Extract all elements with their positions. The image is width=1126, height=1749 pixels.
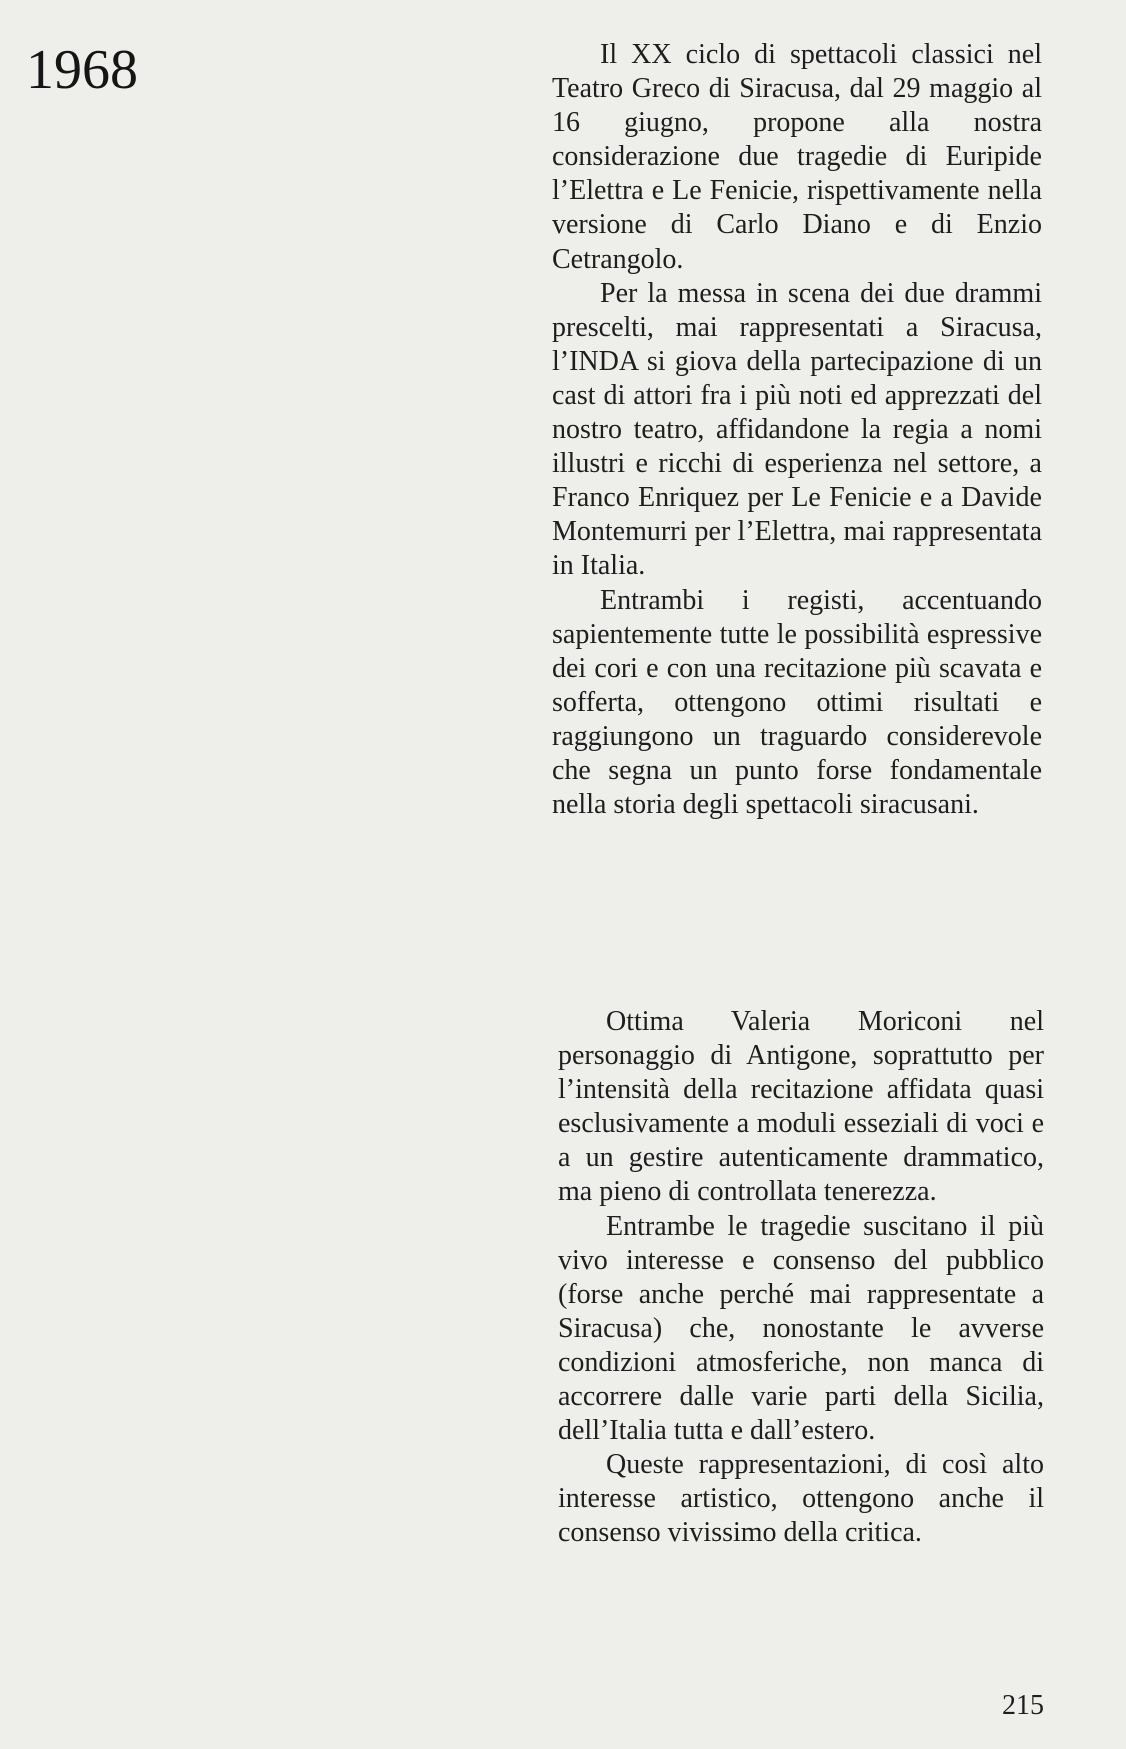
paragraph: Entrambi i registi, accentuando sapientemente tutte le possibilità espressive dei cori e con una recitazione più scavata e sofferta, ottengono ottimi risultati e raggiungono un traguardo considerevole che segna un punto forse fondamentale nella storia degli spettacoli siracusani. (552, 584, 1042, 821)
paragraph: Entrambe le tragedie suscitano il più vivo interesse e consenso del pubblico (forse anche perché mai rappresentate a Siracusa) che, nonostante le avverse condizioni atmosferiche, non manca di accorrere dalle varie parti della Sicilia, dell’Italia tutta e dall’estero. (558, 1210, 1044, 1447)
paragraph: Ottima Valeria Moriconi nel personaggio di Antigone, soprattutto per l’intensità della recitazione affidata quasi esclusivamente a moduli esseziali di voci e a un gestire autenticamente drammatico, ma pieno di controllata tenerezza. (558, 1006, 1044, 1208)
year-heading: 1968 (26, 39, 138, 101)
text-column-upper (552, 38, 1042, 822)
text-column-lower (558, 1005, 1044, 1551)
paragraph: Il XX ciclo di spettacoli classici nel Teatro Greco di Siracusa, dal 29 maggio al 16 giugno, propone alla nostra considerazione due tragedie di Euripide l’Elettra e Le Fenicie, rispettivamente nella versione di Carlo Diano e di Enzio Cetrangolo. (552, 39, 1042, 275)
page-number: 215 (1002, 1690, 1044, 1721)
paragraph: Per la messa in scena dei due drammi prescelti, mai rappresentati a Siracusa, l’INDA si giova della partecipazione di un cast di attori fra i più noti ed apprezzati del nostro teatro, affidandone la regia a nomi illustri e ricchi di esperienza nel settore, a Franco Enriquez per Le Fenicie e a Davide Montemurri per l’Elettra, mai rappresentata in Italia. (552, 277, 1042, 582)
paragraph: Queste rappresentazioni, di così alto interesse artistico, ottengono anche il consenso vivissimo della critica. (558, 1449, 1044, 1549)
